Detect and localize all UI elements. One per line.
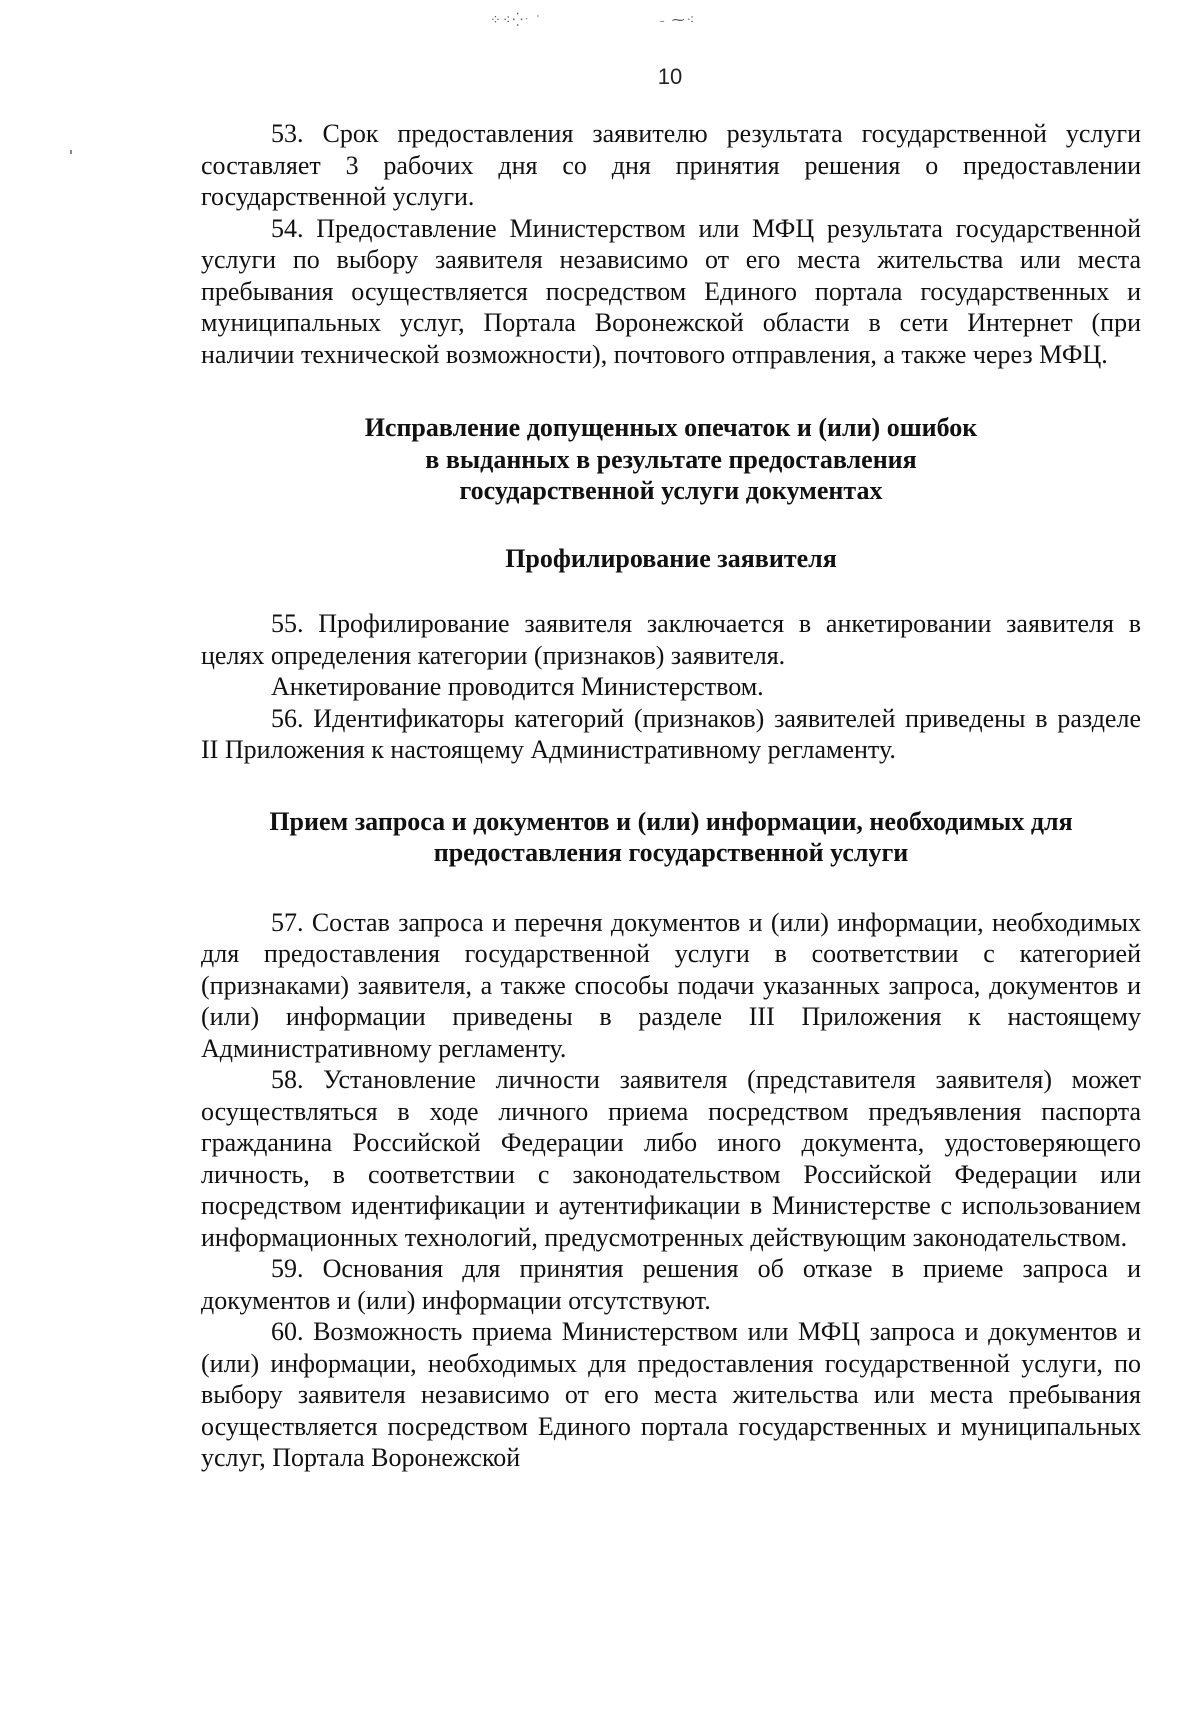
paragraph-60: 60. Возможность приема Министерством или МФЦ запроса и документов и (или) информации, необходимых для предоставления государственной услуги, по выбору заявителя независимо от его места жительства или места пребывания осуществляется посредством Единого портала государственных и муниципальных услуг, Портала Воронежской: [201, 1317, 1141, 1472]
paragraph-57: 57. Состав запроса и перечня документов и (или) информации, необходимых для предоставления государственной услуги в соответствии с категорией (признаками) заявителя, а также способы подачи указанных запроса, документов и (или) информации приведены в разделе III Приложения к настоящему Административному регламенту.: [201, 907, 1141, 1063]
section-heading-request-reception: Прием запроса и документов и (или) информации, необходимых для предоставления государственной услуги: [269, 806, 1073, 867]
paragraph-53: 53. Срок предоставления заявителю результата государственной услуги составляет 3 рабочих дня со дня принятия решения о предоставлении государственной услуги.: [201, 119, 1141, 211]
page-number: 10: [657, 64, 683, 89]
paragraph-59: 59. Основания для принятия решения об отказе в приеме запроса и документов и (или) информации отсутствуют.: [201, 1254, 1141, 1315]
scan-artifact: ˗ ⁓⁖: [660, 12, 697, 27]
scan-artifact: ⁘⁖⁛ˑ ˈ: [490, 12, 543, 27]
paragraph-survey: Анкетирование проводится Министерством.: [271, 672, 764, 701]
paragraph-55: 55. Профилирование заявителя заключается в анкетировании заявителя в целях определения категории (признаков) заявителя.: [201, 609, 1141, 670]
section-heading-corrections: Исправление допущенных опечаток и (или) ошибок в выданных в результате предоставления государственной услуги документах: [364, 413, 978, 505]
section-heading-profiling: Профилирование заявителя: [505, 543, 837, 573]
paragraph-56: 56. Идентификаторы категорий (признаков) заявителей приведены в разделе II Приложения к настоящему Административному регламенту.: [201, 703, 1141, 764]
document-body: [201, 118, 1141, 1474]
paragraph-58: 58. Установление личности заявителя (представителя заявителя) может осуществляться в ходе личного приема посредством предъявления паспорта гражданина Российской Федерации либо иного документа, удостоверяющего личность, в соответствии с законодательством Российской Федерации или посредством идентификации и аутентификации в Министерстве с использованием информационных технологий, предусмотренных действующим законодательством.: [201, 1065, 1141, 1252]
scan-artifact: [70, 150, 72, 154]
paragraph-54: 54. Предоставление Министерством или МФЦ результата государственной услуги по выбору заявителя независимо от его места жительства или места пребывания осуществляется посредством Единого портала государственных и муниципальных услуг, Портала Воронежской области в сети Интернет (при наличии технической возможности), почтового отправления, а также через МФЦ.: [201, 213, 1141, 369]
